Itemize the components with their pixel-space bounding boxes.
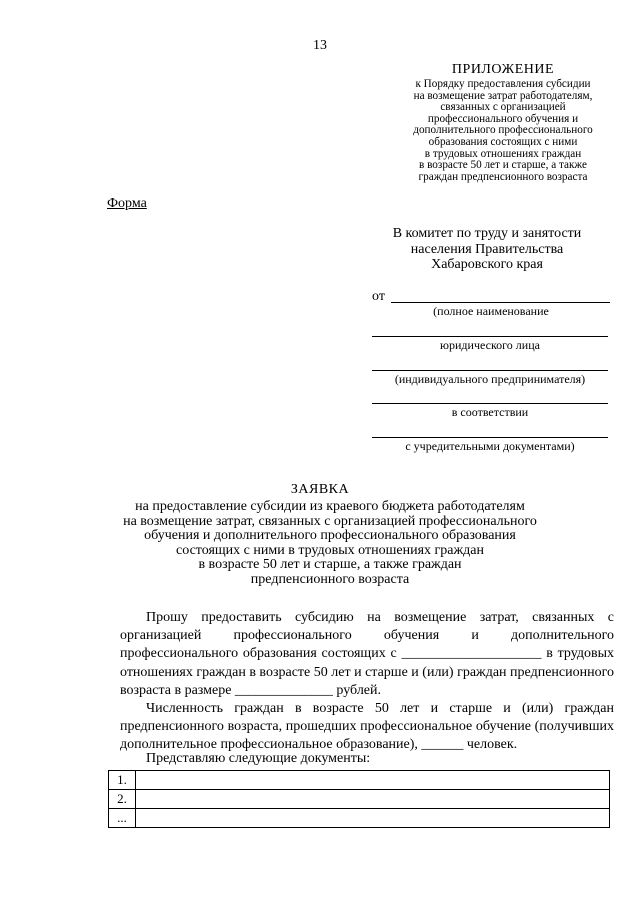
page-number: 13 xyxy=(313,38,327,53)
document-cell[interactable] xyxy=(136,771,610,790)
appendix-title: ПРИЛОЖЕНИЕ xyxy=(451,62,555,77)
appendix-reference xyxy=(388,79,618,183)
row-number: 1. xyxy=(109,771,136,790)
document-cell[interactable] xyxy=(136,790,610,809)
appendix-line: граждан предпенсионного возраста xyxy=(418,170,588,183)
request-paragraph xyxy=(120,609,614,700)
table-row xyxy=(109,790,610,809)
applicant-name-line[interactable] xyxy=(372,370,608,371)
row-number: 2. xyxy=(109,790,136,809)
applicant-name-line[interactable] xyxy=(372,403,608,404)
appendix-line: в возрасте 50 лет и старше, а также xyxy=(419,159,587,172)
field-caption: с учредительными документами) xyxy=(405,439,575,453)
documents-table xyxy=(108,770,610,828)
appendix-line: связанных с организацией xyxy=(440,101,566,114)
subtitle-line: на предоставление субсидии из краевого бюджета работодателям xyxy=(135,499,525,514)
appendix-line: на возмещение затрат работодателям, xyxy=(413,89,593,102)
count-paragraph xyxy=(120,700,614,755)
field-caption: (индивидуального предпринимателя) xyxy=(394,372,586,386)
appendix-line: в трудовых отношениях граждан xyxy=(424,147,582,160)
application-title: ЗАЯВКА xyxy=(290,482,350,497)
table-row xyxy=(109,771,610,790)
appendix-line: к Порядку предоставления субсидии xyxy=(415,78,591,90)
subtitle-line: предпенсионного возраста xyxy=(250,571,410,587)
subtitle-line: в возрасте 50 лет и старше, а также граждан xyxy=(198,557,462,572)
request-paragraph-text: Прошу предоставить субсидию на возмещение затрат, связанных с организацией профессионального обучения и дополнительного профессионального образования состоящих с ____________________ в трудовых отношениях граждан в возрасте 50 лет и старше и (или) граждан предпенсионного возраста в размере ______________ рублей. xyxy=(120,610,614,698)
applicant-name-line[interactable] xyxy=(391,302,610,303)
field-caption: (полное наименование xyxy=(433,304,549,318)
addressee-line: В комитет по труду и занятости xyxy=(392,226,582,241)
appendix-line: образования состоящих с ними xyxy=(428,135,578,148)
appendix-line: дополнительного профессионального xyxy=(413,124,593,137)
form-label: Форма xyxy=(107,196,147,211)
count-paragraph-text: Численность граждан в возрасте 50 лет и старше и (или) граждан предпенсионного возраста, прошедших профессиональное обучение (получивших дополнительное профессиональное образование), ______ человек. xyxy=(120,701,614,753)
application-subtitle xyxy=(100,500,560,587)
documents-intro-text: Представляю следующие документы: xyxy=(146,751,371,766)
applicant-name-line[interactable] xyxy=(372,336,608,337)
table-row xyxy=(109,809,610,828)
subtitle-line: обучения и дополнительного профессионального образования xyxy=(144,528,516,543)
applicant-name-line[interactable] xyxy=(372,437,608,438)
document-cell[interactable] xyxy=(136,809,610,828)
appendix-line: профессионального обучения и xyxy=(427,112,579,125)
documents-intro xyxy=(120,750,614,768)
field-caption: юридического лица xyxy=(440,338,540,352)
addressee-line: населения Правительства xyxy=(410,241,564,257)
subtitle-line: на возмещение затрат, связанных с организацией профессионального xyxy=(123,513,537,529)
addressee-line: Хабаровского края xyxy=(431,257,543,272)
from-label: от xyxy=(372,289,385,304)
field-caption: в соответствии xyxy=(451,405,529,419)
subtitle-line: состоящих с ними в трудовых отношениях граждан xyxy=(176,542,484,558)
row-number: ... xyxy=(109,809,136,828)
addressee-block xyxy=(372,226,602,273)
